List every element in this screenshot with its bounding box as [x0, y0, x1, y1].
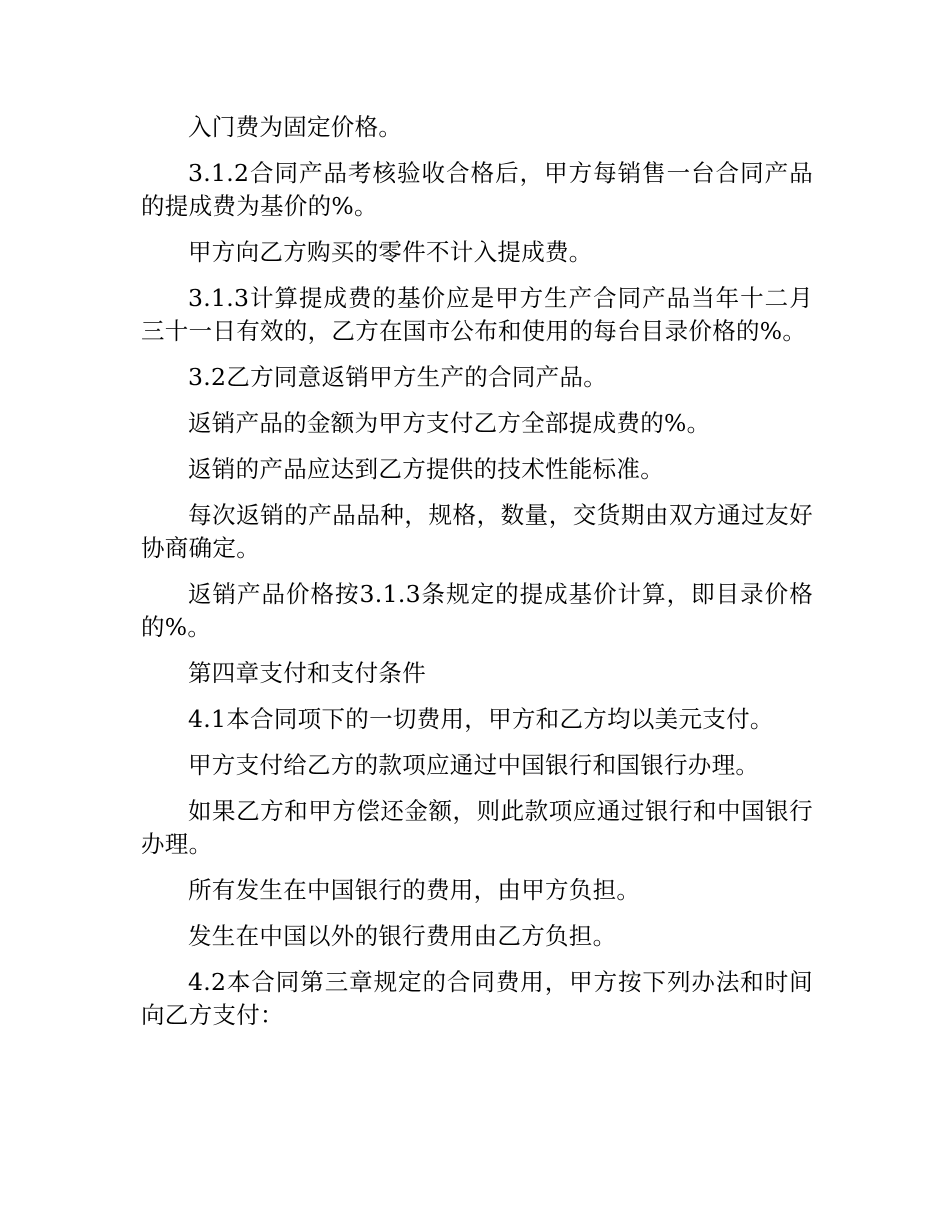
- paragraph-5: 3.2乙方同意返销甲方生产的合同产品。: [188, 363, 608, 391]
- paragraph-15: 发生在中国以外的银行费用由乙方负担。: [188, 922, 617, 950]
- paragraph-6: 返销产品的金额为甲方支付乙方全部提成费的%。: [188, 409, 711, 437]
- paragraph-8: 每次返销的产品品种，规格，数量，交货期由双方通过友好协商确定。: [141, 501, 813, 562]
- paragraph-4: 3.1.3计算提成费的基价应是甲方生产合同产品当年十二月三十一日有效的，乙方在国市公布和使用的每台目录价格的%。: [141, 284, 813, 345]
- paragraph-16: 4.2本合同第三章规定的合同费用，甲方按下列办法和时间向乙方支付：: [141, 968, 813, 1029]
- paragraph-9: 返销产品价格按3.1.3条规定的提成基价计算，即目录价格的%。: [141, 580, 813, 641]
- paragraph-13: 如果乙方和甲方偿还金额，则此款项应通过银行和中国银行办理。: [141, 797, 813, 858]
- paragraph-3: 甲方向乙方购买的零件不计入提成费。: [188, 238, 593, 266]
- paragraph-14: 所有发生在中国银行的费用，由甲方负担。: [188, 876, 641, 904]
- document-body: [141, 111, 813, 1045]
- paragraph-11: 4.1本合同项下的一切费用，甲方和乙方均以美元支付。: [188, 705, 774, 733]
- chapter-heading: 第四章支付和支付条件: [188, 659, 426, 687]
- paragraph-12: 甲方支付给乙方的款项应通过中国银行和国银行办理。: [188, 751, 760, 779]
- paragraph-2: 3.1.2合同产品考核验收合格后，甲方每销售一台合同产品的提成费为基价的%。: [141, 159, 813, 220]
- paragraph-1: 入门费为固定价格。: [188, 113, 403, 141]
- paragraph-7: 返销的产品应达到乙方提供的技术性能标准。: [188, 455, 664, 483]
